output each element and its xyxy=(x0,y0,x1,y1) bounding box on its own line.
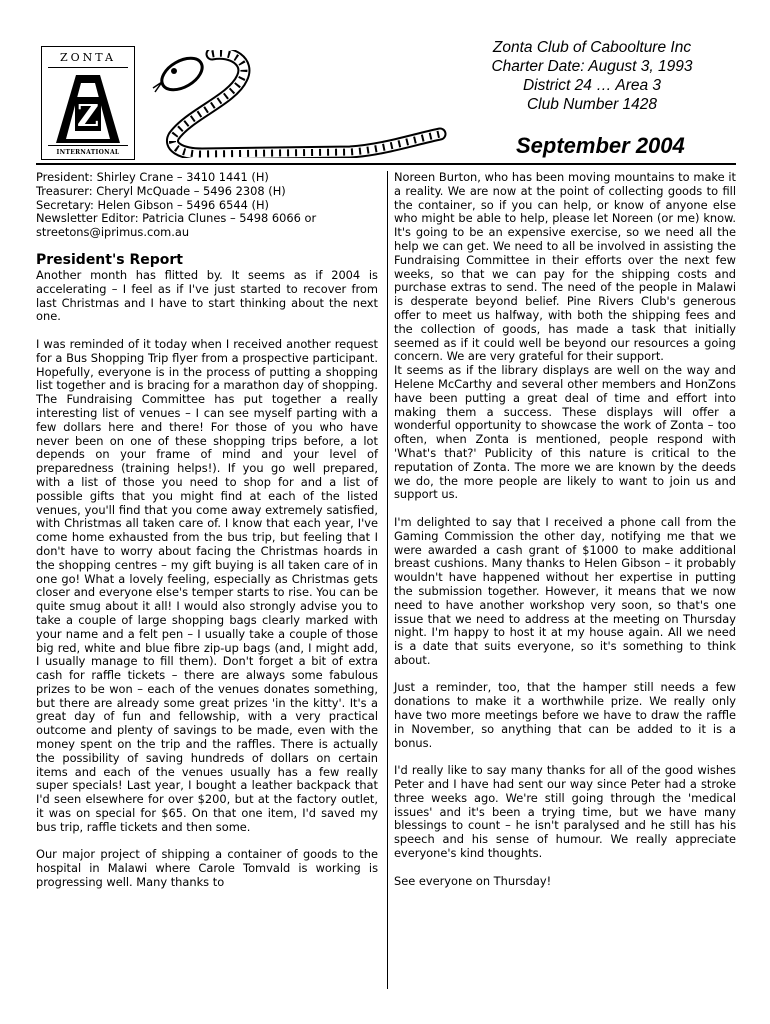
right-column xyxy=(394,171,736,888)
header-divider xyxy=(36,163,736,165)
paragraph-5: It seems as if the library displays are well on the way and Helene McCarthy and several other members and HonZons have been putting a great deal of time and effort into making them a success. These displays will offer a wonderful opportunity to showcase the work of Zonta – too often, when Zonta is mentioned, people respond with 'What's that?' Publicity of this nature is critical to the reputation of Zonta. The more we are known by the deeds we do, the more people are likely to want to join us and support us. xyxy=(394,363,736,502)
zonta-international-logo xyxy=(41,46,135,160)
logo-rule-top xyxy=(48,67,128,68)
officer-president: President: Shirley Crane – 3410 1441 (H) xyxy=(36,170,269,184)
club-info xyxy=(462,38,722,114)
club-name: Zonta Club of Caboolture Inc xyxy=(492,39,692,56)
paragraph-1: Another month has flitted by. It seems as if 2004 is accelerating – I feel as if I've just started to recover from last Christmas and I have to start thinking about the next one. xyxy=(36,267,378,324)
zonta-emblem-icon xyxy=(56,75,120,143)
paragraph-2: I was reminded of it today when I received another request for a Bus Shopping Trip flyer from a prospective participant. Hopefully, everyone is in the process of putting a shopping list together and is bracing for a marathon day of shopping. The Fundraising Committee has put together a really interesting list of venues – I can see myself parting with a few dollars here and there! For those of you who have never been on one of these shopping trips before, a lot depends on your frame of mind and your level of preparedness (training helps!). If you go well prepared, with a list of those you need to shop for and a list of possible gifts that you might find at each of the listed venues, you'll find that you come away extremely satisfied, with Christmas all taken care of. I know that each year, I've come home exhausted from the bus trip, but feeling that I don't have to worry about facing the Christmas hoards in the shopping centres – my gift buying is all taken care of in one go! What a lovely feeling, especially as Christmas gets closer and everyone else's temper starts to rise. You can be quite smug about it all! I would also strongly advise you to take a couple of large shopping bags clearly marked with your name and a felt pen – I usually take a couple of those big red, white and blue fibre zip-up bags (and, I might add, I usually manage to fill them). Don't forget a bit of extra cash for raffle tickets – there are always some fabulous prizes to be won – each of the venues donates something, but there are already some great prizes 'in the kitty'. It's a great day of fun and fellowship, with a very practical outcome and plenty of savings to be made, even with the money spent on the trip and the raffles. There is actually the possibility of saving hundreds of dollars on certain items and each of the venues usually has a few really super specials! Last year, I bought a leather backpack that I'd seen elsewhere for over $200, but at the factory outlet, it was on special for $65. On that one item, I'd saved my bus trip, raffle tickets and then some. xyxy=(36,336,378,834)
paragraph-9: See everyone on Thursday! xyxy=(394,873,552,888)
officer-editor: Newsletter Editor: Patricia Clunes – 5498 6066 or xyxy=(36,211,317,226)
paragraph-3: Our major project of shipping a container of goods to the hospital in Malawi where Carole Tomvald is working is progressing well. Many thanks to xyxy=(36,847,378,890)
left-column xyxy=(36,171,378,890)
officer-treasurer: Treasurer: Cheryl McQuade – 5496 2308 (H) xyxy=(36,183,286,198)
logo-top-word: ZONTA xyxy=(60,51,116,64)
charter-date: Charter Date: August 3, 1993 xyxy=(491,58,693,75)
paragraph-4: Noreen Burton, who has been moving mountains to make it a reality. We are now at the point of collecting goods to fill the container, so if you can help, or know of anyone else who might be able to help, please let Noreen (or me) know. It's going to be an expensive exercise, so we need all the help we can get. We need to all be involved in assisting the Fundraising Committee in their efforts over the next few weeks, so that we can pay for the shipping costs and purchase extras to send. The need of the people in Malawi is desperate beyond belief. Pine Rivers Club's generous offer to meet us halfway, with both the shipping fees and the collection of goods, has made a task that initially seemed as if it could well be beyond our resources a going concern. We are very grateful for their support. xyxy=(394,170,736,364)
issue-date: September 2004 xyxy=(516,133,685,158)
paragraph-8: I'd really like to say many thanks for all of the good wishes Peter and I have had sent our way since Peter had a stroke three weeks ago. We're still going through the 'medical issues' and it's been a trying time, but we have many blessings to count – he isn't paralysed and he still has his speech and his sense of humour. We really appreciate everyone's kind thoughts. xyxy=(394,763,736,861)
paragraph-6: I'm delighted to say that I received a phone call from the Gaming Commission the other day, notifying me that we were awarded a cash grant of $1000 to make additional breast cushions. Many thanks to Helen Gibson – it probably wouldn't have happened without her expertise in putting the submission together. However, it means that we now need to have another workshop very soon, so that's one issue that we need to address at the meeting on Thursday night. I'm happy to host it at my house again. All we need is a date that suits everyone, so it's something to think about. xyxy=(394,514,736,667)
editor-email: streetons@iprimus.com.au xyxy=(36,225,190,240)
report-title: President's Report xyxy=(36,251,183,268)
district-area: District 24 … Area 3 xyxy=(522,77,662,94)
snake-z-illustration xyxy=(150,50,450,158)
officer-secretary: Secretary: Helen Gibson – 5496 6544 (H) xyxy=(36,197,269,212)
paragraph-7: Just a reminder, too, that the hamper still needs a few donations to make it a worthwhile prize. We really only have two more meetings before we have to draw the raffle in November, so anything that can be added to it is a bonus. xyxy=(394,680,736,750)
officers-list xyxy=(36,171,378,240)
logo-rule-bottom xyxy=(48,145,128,146)
club-number: Club Number 1428 xyxy=(526,96,658,113)
logo-emblem-letter: Z xyxy=(77,99,99,134)
column-divider xyxy=(387,171,388,989)
logo-bottom-word: INTERNATIONAL xyxy=(56,149,120,156)
